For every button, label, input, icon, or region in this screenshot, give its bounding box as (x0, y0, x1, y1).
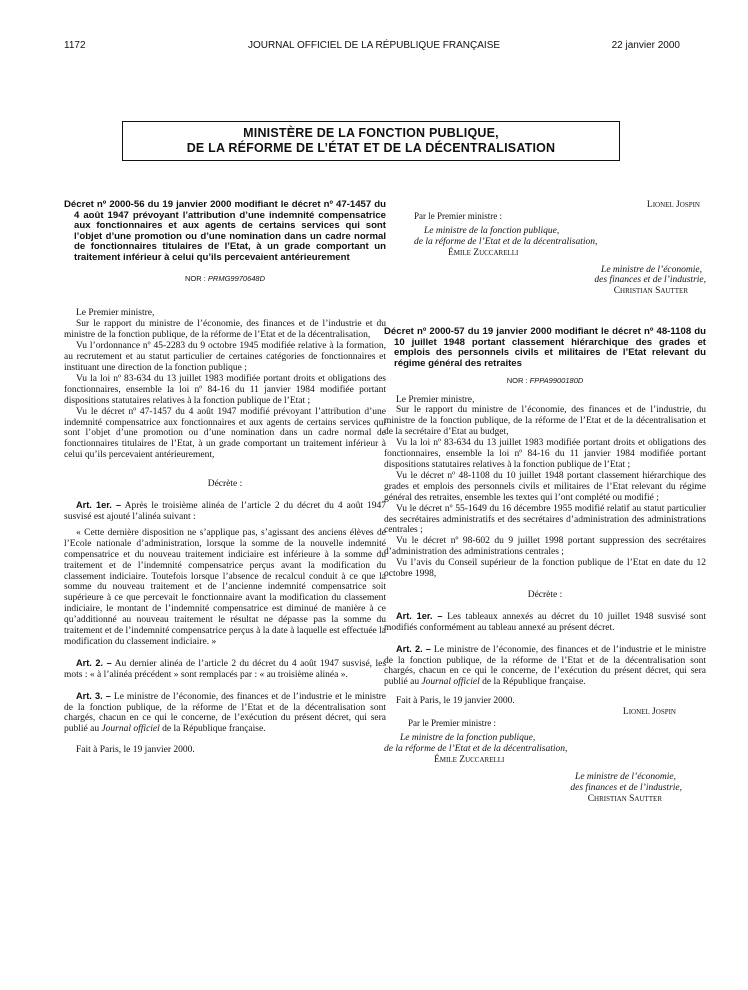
ministry-heading-line1: MINISTÈRE DE LA FONCTION PUBLIQUE, (243, 126, 499, 140)
decree1-art3-text-b: de la République française. (162, 724, 266, 735)
decree1-nor (64, 274, 386, 285)
sig2-minister2-name: Christian Sautter (587, 793, 662, 804)
decree1-nor-label: NOR : (184, 273, 206, 283)
decree2-article-1 (384, 611, 706, 634)
decree2-art2-text-a: Le ministre de l’économie, des finances et de l’industrie et le ministre de la fonction publique, de la réforme de l’Etat et de la décentralisation sont chargés, chacun en ce qui le concerne, de l’exécution du présent décret, qui sera publié au (384, 644, 706, 688)
decree1-art3-journal: Journal officiel (101, 724, 160, 735)
decree1-visa-1: Sur le rapport du ministre de l’économie, des finances et de l’industrie et du ministre de la fonction publique, de la réforme de l’Etat et de la décentralisation, (64, 319, 386, 341)
decree2-art2-label: Art. 2. – (396, 643, 431, 654)
decree2-visa-4: Vu le décret nº 55-1649 du 16 décembre 1955 modifié relatif au statut particulier des secrétaires administratifs et des secrétaires d’administration des administrations centrales ; (384, 503, 706, 536)
decree2-title: Décret nº 2000-57 du 19 janvier 2000 modifiant le décret nº 48-1108 du 10 juillet 1948 portant classement hiérarchique des grades et emplois des personnels civils et militaires de l’Etat relevant du régime général des retraites (384, 326, 706, 370)
decree1-art2-label: Art. 2. – (76, 657, 112, 668)
decree1-art1-text: Après le troisième alinéa de l’article 2 du décret du 4 août 1947 susvisé est ajouté l’alinéa suivant : (64, 501, 386, 522)
issue-date: 22 janvier 2000 (611, 40, 680, 51)
sig1-minister1-line1: Le ministre de la fonction publique, (424, 225, 560, 236)
ministry-heading-box (122, 121, 620, 161)
sig2-minister1-line1: Le ministre de la fonction publique, (400, 733, 536, 743)
decree2-visa-3: Vu le décret nº 48-1108 du 10 juillet 1948 portant classement hiérarchique des grades et emplois des personnels civils et militaires de l’Etat relevant du régime général des retraites, ensemble les textes qui l’ont complété ou modifié ; (384, 470, 706, 503)
decree1-art1-quote: « Cette dernière disposition ne s’applique pas, s’agissant des anciens élèves de l’Ecole nationale d’administration, lorsque la somme de la nouvelle indemnité compensatrice et du nouveau traitement indiciaire est inférieure à la somme du traitement et de l’indemnité compensatrice perçus avant la modification du classement indiciaire. Toutefois lorsque l’absence de recalcul conduit à ce que la somme du nouveau traitement et de l’ancienne indemnité compensatrice soit supérieure à ce que percevait le fonctionnaire avant la modification du classement indiciaire, le montant de l’indemnité compensatrice est diminué de manière à ce qu’additionné au nouveau traitement le résultat ne dépasse pas la somme du traitement et de l’indemnité compensatrice perçus à la date à laquelle est effectuée la modification du classement indiciaire. » (64, 527, 386, 647)
decree2-nor-code: FPPA9900180D (529, 375, 584, 385)
decree1-visa-3: Vu la loi nº 83-634 du 13 juillet 1983 modifiée portant droits et obligations des fonctionnaires, ensemble la loi nº 84-16 du 11 janvier 1984 modifiée portant dispositions statutaires relatives à la fonction publique de l’Etat ; (64, 373, 386, 406)
decree1-article-1 (64, 500, 386, 523)
decree2-nor (384, 376, 706, 387)
decree1-intro: Le Premier ministre, (76, 308, 155, 319)
journal-title: JOURNAL OFFICIEL DE LA RÉPUBLIQUE FRANÇAISE (247, 40, 501, 51)
decree1-visa-2: Vu l’ordonnance nº 45-2283 du 9 octobre 1945 modifiée relative à la formation, au recrutement et au statut particulier de certaines catégories de fonctionnaires et instituant une direction de la fonction publique ; (64, 341, 386, 373)
decree2-art2-journal: Journal officiel (421, 677, 480, 688)
left-column (64, 200, 386, 756)
decree2-visa-1: Sur le rapport du ministre de l’économie, des finances et de l’industrie, du ministre de la fonction publique, de la réforme de l’Etat et de la décentralisation et de la secrétaire d’Etat au budget, (384, 405, 706, 438)
sig1-pm-name: Lionel Jospin (646, 200, 700, 210)
sig2-pm-name: Lionel Jospin (622, 707, 676, 718)
decree2-visa-6: Vu l’avis du Conseil supérieur de la fonction publique de l’Etat en date du 12 octobre 1998, (384, 558, 706, 580)
sig1-minister1-name: Émile Zuccarelli (448, 247, 519, 258)
decree2-nor-label: NOR : (506, 375, 528, 385)
sig2-minister2-line2: des finances et de l’industrie, (570, 782, 682, 793)
decree1-art1-label: Art. 1er. – (76, 500, 122, 511)
sig2-minister2-line1: Le ministre de l’économie, (575, 771, 676, 782)
decree1-nor-code: PRMG9970648D (207, 273, 266, 283)
decree2-fait: Fait à Paris, le 19 janvier 2000. (396, 696, 515, 707)
sig2-minister1-name: Émile Zuccarelli (434, 754, 505, 765)
page-number: 1172 (64, 40, 86, 51)
sig1-minister2-name: Christian Sautter (613, 286, 688, 297)
decree2-art1-text: Les tableaux annexés au décret du 10 juillet 1948 susvisé sont modifiés conformément au tableau annexé au présent décret. (384, 611, 707, 633)
sig2-minister1-line2: de la réforme de l’Etat et de la décentralisation, (384, 743, 568, 754)
decree1-title: Décret nº 2000-56 du 19 janvier 2000 modifiant le décret nº 47-1457 du 4 août 1947 prévoyant l’attribution d’une indemnité compensatrice aux fonctionnaires et aux agents de certains services qui sont l’objet d’une promotion ou d’une nomination dans un cadre normal de fonctionnaires titulaires de l’Etat, à un grade comportant un traitement inférieur à celui qu’ils percevaient antérieurement (64, 199, 386, 263)
decree2-article-2 (384, 644, 706, 689)
decree2-art2-text-b: de la République française. (482, 677, 586, 688)
decree1-fait: Fait à Paris, le 19 janvier 2000. (76, 745, 195, 756)
decree2-art1-label: Art. 1er. – (396, 610, 443, 621)
sig1-minister2-line2: des finances et de l’industrie, (594, 275, 706, 286)
decree1-article-2 (64, 658, 386, 681)
decree2-visa-5: Vu le décret nº 98-602 du 9 juillet 1998 portant suppression des secrétaires d’administration des administrations centrales ; (384, 536, 706, 558)
decree2-intro: Le Premier ministre, (396, 394, 475, 405)
sig1-minister1-line2: de la réforme de l’Etat et de la décentralisation, (414, 236, 598, 247)
decree1-article-3 (64, 691, 386, 736)
sig1-par: Par le Premier ministre : (414, 210, 502, 221)
decree1-decrete: Décrète : (207, 479, 243, 490)
decree1-art2-text: Au dernier alinéa de l’article 2 du décret du 4 août 1947 susvisé, les mots : « à l’alinéa précédent » sont remplacés par : « au troisième alinéa ». (64, 658, 387, 680)
sig1-minister2-line1: Le ministre de l’économie, (601, 264, 702, 275)
ministry-heading-line2: DE LA RÉFORME DE L’ÉTAT ET DE LA DÉCENTRALISATION (186, 141, 556, 155)
right-column (384, 200, 706, 804)
decree1-visa-4: Vu le décret nº 47-1457 du 4 août 1947 modifié prévoyant l’attribution d’une indemnité compensatrice aux fonctionnaires et aux agents de certains services qui sont l’objet d’une promotion ou d’une nomination dans un cadre normal de fonctionnaires titulaires de l’Etat, à un grade comportant un traitement inférieur à celui qu’ils percevaient antérieurement, (64, 406, 386, 461)
sig2-par: Par le Premier ministre : (408, 718, 496, 729)
decree2-decrete: Décrète : (527, 589, 563, 600)
decree2-visa-2: Vu la loi nº 83-634 du 13 juillet 1983 modifiée portant droits et obligations des fonctionnaires, ensemble la loi nº 84-16 du 11 janvier 1984 modifiée portant dispositions statutaires relatives à la fonction publique de l’Etat ; (384, 438, 706, 470)
decree1-art3-label: Art. 3. – (76, 690, 111, 701)
decree1-art3-text-a: Le ministre de l’économie, des finances et de l’industrie et le ministre de la fonction publique, de la réforme de l’Etat et de la décentralisation sont chargés, chacun en ce qui le concerne, de l’exécution du présent décret, qui sera publié au (64, 691, 386, 735)
